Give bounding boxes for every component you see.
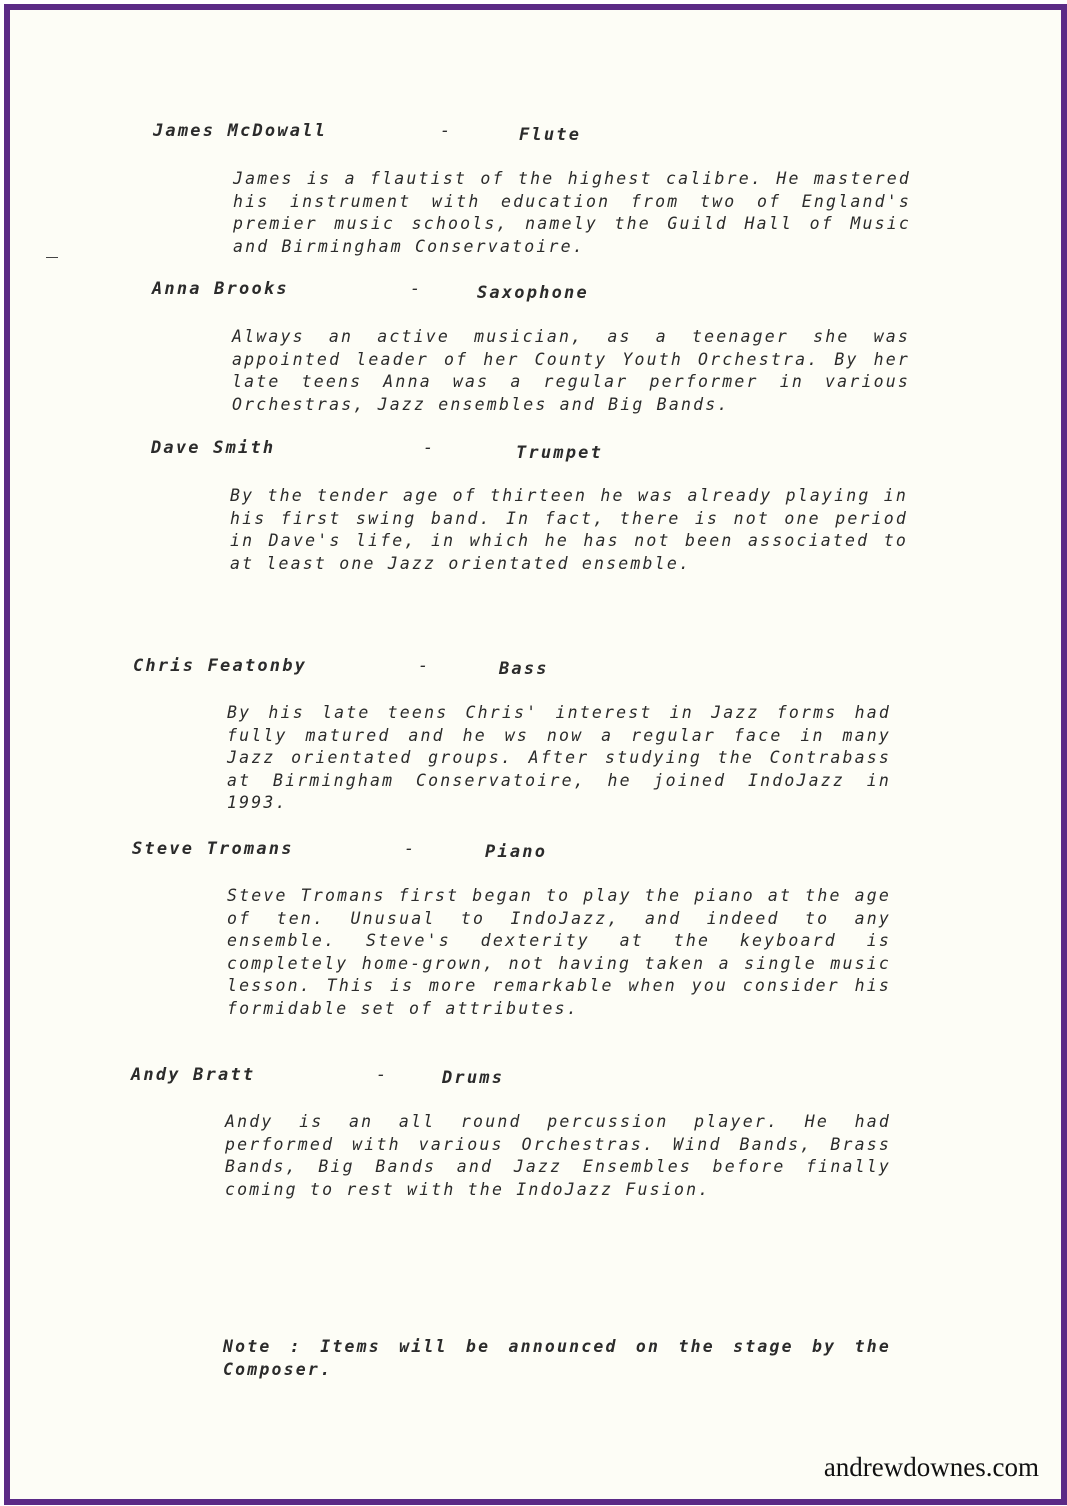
musician-name: James McDowall [153,121,328,141]
separator-dash: - [423,438,436,458]
musician-name: Anna Brooks [152,279,289,299]
musician-bio: Steve Tromans first began to play the piano at the age of ten. Unusual to IndoJazz, and indeed to any ensemble. Steve's dexterity at the keyboard is completely home-grown, not having taken a single music lesson. This is more remarkable when you consider his formidable set of attributes. [227,886,891,1018]
separator-dash: - [410,279,423,299]
musician-bio: By the tender age of thirteen he was already playing in his first swing band. In fact, there is not one period in Dave's life, in which he has not been associated to at least one Jazz orientated ensemble. [230,486,908,573]
margin-mark [46,257,58,258]
musician-name: Chris Featonby [133,656,308,676]
note-label: Note : [223,1337,302,1356]
musician-name: Andy Bratt [131,1065,256,1085]
musician-name: Dave Smith [151,438,276,458]
musician-instrument: Trumpet [516,443,604,463]
musician-instrument: Flute [519,125,582,145]
composer-note [223,1336,891,1381]
musician-bio: By his late teens Chris' interest in Jazz forms had fully matured and he ws now a regular face in many Jazz orientated groups. After studying the Contrabass at Birmingham Conservatoire, he joined IndoJazz in 1993. [227,703,891,812]
musician-instrument: Piano [485,842,548,862]
musician-instrument: Bass [499,659,549,679]
separator-dash: - [440,121,453,141]
separator-dash: - [376,1065,389,1085]
separator-dash: - [404,839,417,859]
site-watermark: andrewdownes.com [823,1452,1039,1482]
separator-dash: - [418,656,431,676]
musician-bio: Always an active musician, as a teenager she was appointed leader of her County Youth Orchestra. By her late teens Anna was a regular performer in various Orchestras, Jazz ensembles and Big Bands. [232,327,910,414]
musician-instrument: Saxophone [477,283,589,303]
musician-bio: Andy is an all round percussion player. He had performed with various Orchestras. Wind Bands, Brass Bands, Big Bands and Jazz Ensembles before finally coming to rest with the IndoJazz Fusion. [225,1112,891,1199]
note-text: Items will be announced on the stage by the Composer. [223,1337,891,1379]
musician-name: Steve Tromans [132,839,294,859]
musician-instrument: Drums [442,1068,505,1088]
musician-bio: James is a flautist of the highest calibre. He mastered his instrument with education from two of England's premier music schools, namely the Guild Hall of Music and Birmingham Conservatoire. [233,169,911,256]
